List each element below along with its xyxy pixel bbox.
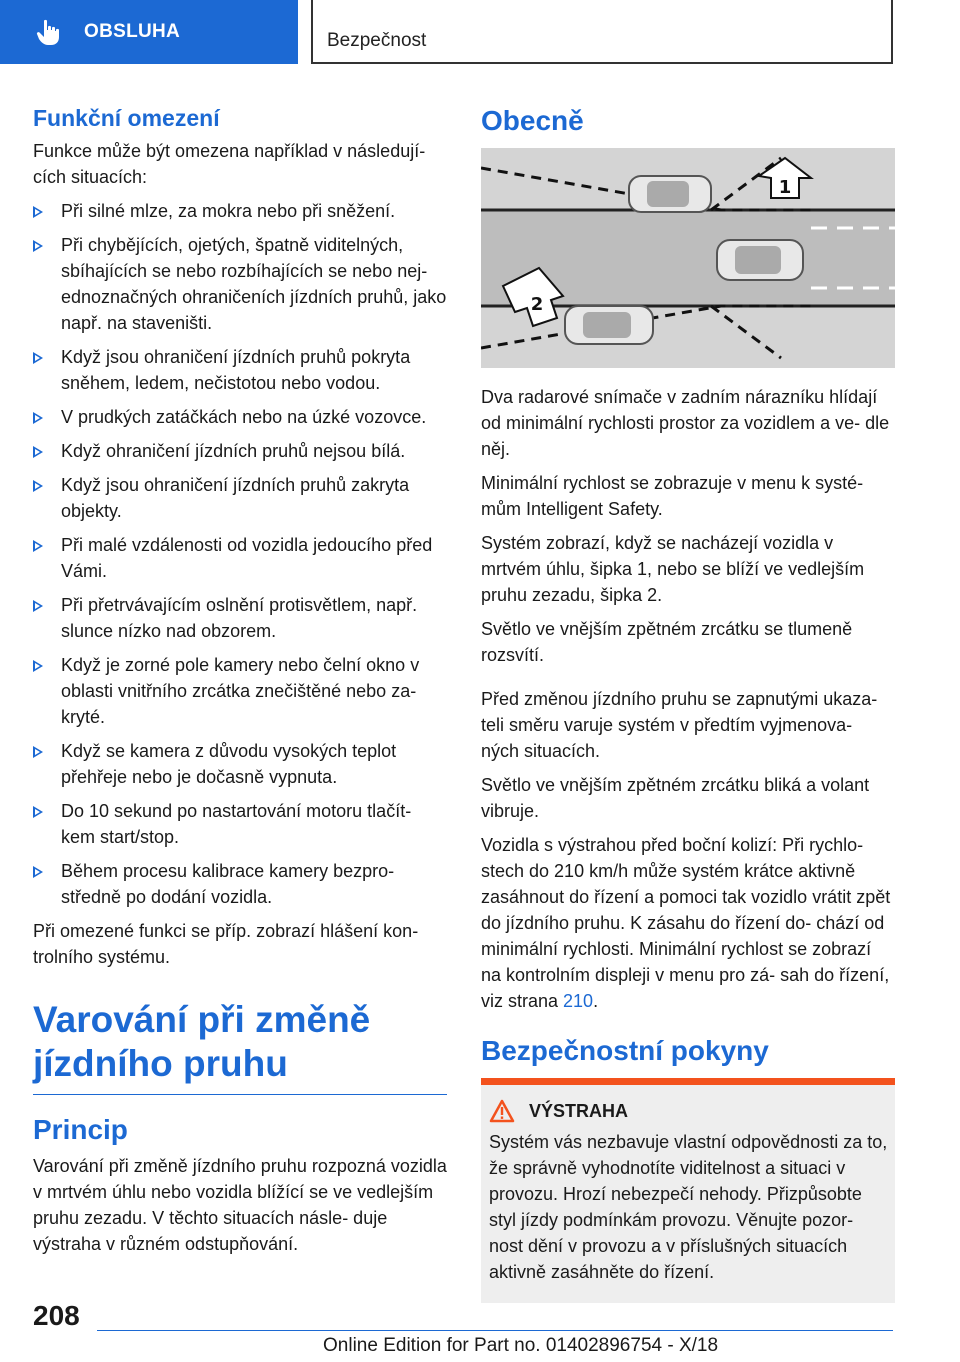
general-paragraph: Před změnou jízdního pruhu se zapnutými ukaza‐ teli směru varuje systém v předtím vyjmenova‐ ných situacích.: [481, 689, 878, 761]
chapter-title: Varování při změně jízdního pruhu: [33, 998, 447, 1095]
triangle-bullet-icon: [33, 240, 43, 252]
general-paragraph: Vozidla s výstrahou před boční kolizí: Při rychlo‐ stech do 210 km/h může systém krátce aktivně zasáhnout do řízení a pomoci tak vozidlo vrátit zpět do jízdního pruhu. K zásahu do řízení do‐ chází od minimální rychlosti. Minimální rychlost se zobrazí na kontrolním displeji v menu pro zá‐ sah do řízení, viz strana 210.: [481, 835, 891, 1011]
list-item: Do 10 sekund po nastartování motoru tlačít‐ kem start/stop.: [33, 798, 447, 850]
triangle-bullet-icon: [33, 412, 43, 424]
heading-safety: Bezpečnostní pokyny: [481, 1035, 769, 1066]
triangle-bullet-icon: [33, 806, 43, 818]
warning-title: VÝSTRAHA: [529, 1100, 629, 1121]
limits-list: [33, 198, 447, 910]
list-item: Když je zorné pole kamery nebo čelní okno v oblasti vnitřního zrcátka znečištěné nebo za‐ kryté.: [33, 652, 447, 730]
footer-edition-text: Online Edition for Part no. 01402896754 - X/18: [323, 1335, 719, 1356]
header-section-box: [311, 0, 893, 64]
list-item: V prudkých zatáčkách nebo na úzké vozovce.: [33, 404, 447, 430]
triangle-bullet-icon: [33, 352, 43, 364]
heading-principle: Princip: [33, 1114, 128, 1145]
hand-pointer-icon: [34, 17, 64, 47]
warning-box: [481, 1078, 895, 1303]
list-item: Když ohraničení jízdních pruhů nejsou bílá.: [33, 438, 447, 464]
section-title: Bezpečnost: [327, 30, 427, 51]
general-paragraph: Minimální rychlost se zobrazuje v menu k systé‐ mům Intelligent Safety.: [481, 473, 864, 519]
list-item: Při silné mlze, za mokra nebo při sněžení.: [33, 198, 447, 224]
general-paragraph: Dva radarové snímače v zadním nárazníku hlídají od minimální rychlosti prostor za vozidlem a ve‐ dle něj.: [481, 387, 890, 459]
car-middle: [717, 240, 803, 280]
arrow-2-label: 2: [530, 294, 544, 315]
general-paragraph: Systém zobrazí, když se nacházejí vozidla v mrtvém úhlu, šipka 1, nebo se blíží ve vedlejším pruhu zezadu, šipka 2.: [481, 533, 865, 605]
warning-triangle-icon: [489, 1099, 515, 1123]
general-paragraph: Světlo ve vnějším zpětném zrcátku bliká a volant vibruje.: [481, 775, 870, 821]
triangle-bullet-icon: [33, 746, 43, 758]
list-item: Během procesu kalibrace kamery bezpro‐ středně po dodání vozidla.: [33, 858, 447, 910]
limits-outro: Při omezené funkci se příp. zobrazí hlášení kon‐ trolního systému.: [33, 921, 419, 967]
footer-divider: [97, 1330, 893, 1331]
triangle-bullet-icon: [33, 660, 43, 672]
warning-bar: [481, 1078, 895, 1085]
page-number: 208: [33, 1300, 80, 1331]
principle-text: Varování při změně jízdního pruhu rozpozná vozidla v mrtvém úhlu nebo vozidla blížící se ve vedlejším pruhu zezadu. V těchto situacích násle‐ duje výstraha v různém odstupňování.: [33, 1156, 447, 1254]
section-tab-label: OBSLUHA: [84, 21, 181, 42]
triangle-bullet-icon: [33, 206, 43, 218]
warning-text: Systém vás nezbavuje vlastní odpovědnosti za to, že správně vyhodnotíte viditelnost a situaci v provozu. Hrozí nebezpečí nehody. Přizpůsobte styl jízdy podmínkám provozu. Věnujte pozor‐ nost dění v provozu a v příslušných situacích aktivně zasáhněte do řízení.: [489, 1132, 888, 1282]
list-item: Když se kamera z důvodu vysokých teplot přehřeje nebo je dočasně vypnuta.: [33, 738, 447, 790]
lane-change-diagram: [481, 148, 895, 368]
list-item: Při přetrvávajícím oslnění protisvětlem, např. slunce nízko nad obzorem.: [33, 592, 447, 644]
limits-intro: Funkce může být omezena například v následují‐ cích situacích:: [33, 141, 426, 187]
triangle-bullet-icon: [33, 866, 43, 878]
car-top: [629, 176, 711, 212]
car-bottom: [565, 306, 653, 344]
triangle-bullet-icon: [33, 600, 43, 612]
triangle-bullet-icon: [33, 446, 43, 458]
triangle-bullet-icon: [33, 540, 43, 552]
header-tab: [0, 0, 298, 64]
triangle-bullet-icon: [33, 480, 43, 492]
arrow-1-label: 1: [778, 177, 792, 198]
list-item: Když jsou ohraničení jízdních pruhů pokryta sněhem, ledem, nečistotou nebo vodou.: [33, 344, 447, 396]
list-item: Při malé vzdálenosti od vozidla jedoucího před Vámi.: [33, 532, 447, 584]
general-paragraph: Světlo ve vnějším zpětném zrcátku se tlumeně rozsvítí.: [481, 619, 853, 665]
right-column: [481, 104, 895, 1303]
heading-general: Obecně: [481, 105, 584, 136]
list-item: Při chybějících, ojetých, špatně viditelných, sbíhajících se nebo rozbíhajících se nebo nej‐ ednoznačných ohraničeních jízdních pruhů, jako např. na staveništi.: [33, 232, 447, 336]
page-link[interactable]: 210: [563, 991, 594, 1011]
list-item: Když jsou ohraničení jízdních pruhů zakryta objekty.: [33, 472, 447, 524]
heading-functional-limits: Funkční omezení: [33, 105, 220, 131]
left-column: [33, 104, 447, 1265]
